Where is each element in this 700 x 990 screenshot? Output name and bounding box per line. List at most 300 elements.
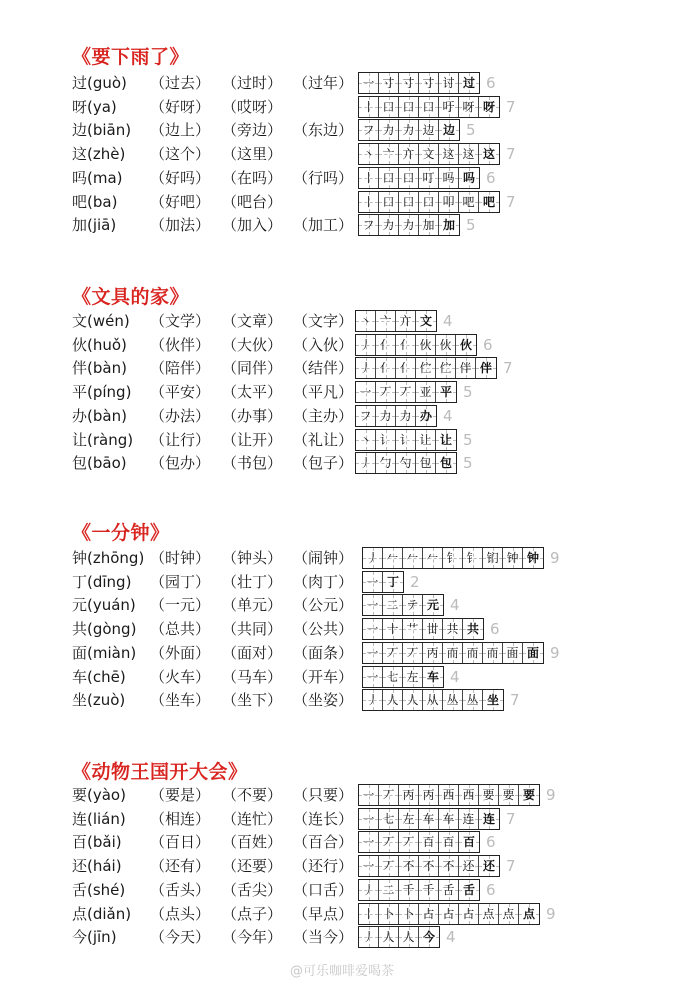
stroke-step: 寸 bbox=[402, 76, 415, 90]
character-row bbox=[72, 405, 692, 427]
stroke-step: 包 bbox=[419, 456, 432, 471]
stroke-count: 6 bbox=[486, 168, 496, 187]
stroke-order-grid bbox=[358, 926, 440, 948]
stroke-box bbox=[359, 927, 379, 947]
stroke-step: 丆 bbox=[399, 385, 412, 400]
stroke-count: 6 bbox=[486, 833, 496, 852]
word-1: （办法） bbox=[150, 406, 211, 425]
word-2: （太平） bbox=[222, 383, 283, 402]
stroke-count: 5 bbox=[466, 121, 476, 140]
stroke-box bbox=[396, 406, 416, 426]
stroke-box bbox=[499, 785, 519, 805]
stroke-step: 过 bbox=[462, 76, 475, 90]
stroke-step: 寸 bbox=[422, 76, 435, 90]
stroke-box bbox=[359, 904, 379, 924]
stroke-step: 讨 bbox=[442, 76, 455, 90]
stroke-step: 百 bbox=[462, 835, 475, 850]
word-1: （过去） bbox=[150, 74, 211, 92]
section-title: 《文具的家》 bbox=[72, 286, 190, 308]
stroke-step: 七 bbox=[382, 811, 395, 826]
stroke-box bbox=[356, 311, 376, 331]
stroke-step: 呀 bbox=[482, 99, 495, 114]
stroke-step: 口 bbox=[422, 194, 435, 209]
stroke-box bbox=[443, 619, 463, 639]
stroke-box bbox=[459, 880, 479, 900]
stroke-box bbox=[359, 120, 379, 140]
stroke-box bbox=[419, 97, 439, 117]
stroke-box bbox=[519, 904, 539, 924]
stroke-step: 丛 bbox=[446, 693, 459, 708]
character-pinyin: 包(bāo) bbox=[72, 454, 127, 473]
stroke-step: 一 bbox=[362, 811, 375, 826]
stroke-step: 车 bbox=[422, 811, 435, 826]
stroke-order-grid bbox=[355, 429, 457, 451]
stroke-box bbox=[479, 785, 499, 805]
stroke-step: 丆 bbox=[386, 645, 399, 660]
stroke-step: 丿 bbox=[359, 456, 372, 471]
stroke-box bbox=[379, 809, 399, 829]
stroke-box bbox=[416, 382, 436, 402]
stroke-box bbox=[383, 595, 403, 615]
stroke-step: 丨 bbox=[362, 170, 375, 185]
word-3: （面条） bbox=[293, 643, 354, 662]
stroke-box bbox=[399, 144, 419, 164]
stroke-box bbox=[419, 168, 439, 188]
character-pinyin: 吗(ma) bbox=[72, 168, 123, 187]
stroke-step: 舌 bbox=[462, 882, 475, 897]
stroke-count: 6 bbox=[486, 74, 496, 92]
word-3: （结伴） bbox=[293, 359, 354, 378]
stroke-count: 7 bbox=[506, 97, 516, 116]
stroke-order-grid bbox=[358, 72, 480, 94]
stroke-box bbox=[399, 880, 419, 900]
word-2: （旁边） bbox=[222, 121, 283, 140]
word-1: （好吧） bbox=[150, 192, 211, 211]
stroke-order-grid bbox=[358, 96, 500, 118]
word-3: （早点） bbox=[293, 904, 354, 923]
stroke-box bbox=[356, 335, 376, 355]
stroke-step: 力 bbox=[382, 123, 395, 138]
character-pinyin: 丁(dīng) bbox=[72, 572, 132, 591]
stroke-box bbox=[439, 904, 459, 924]
stroke-box bbox=[459, 97, 479, 117]
stroke-step: 丙 bbox=[402, 788, 415, 802]
word-1: （平安） bbox=[150, 383, 211, 402]
stroke-step: 一 bbox=[366, 574, 379, 589]
word-2: （今年） bbox=[222, 928, 283, 947]
stroke-box bbox=[523, 548, 543, 568]
stroke-step: 人 bbox=[406, 693, 419, 708]
stroke-box bbox=[359, 192, 379, 212]
stroke-step: 亻 bbox=[379, 337, 392, 352]
character-row bbox=[72, 666, 692, 688]
stroke-box bbox=[399, 856, 419, 876]
word-1: （总共） bbox=[150, 620, 211, 639]
stroke-step: 不 bbox=[422, 859, 435, 874]
stroke-box bbox=[376, 453, 396, 473]
word-2: （哎呀） bbox=[222, 97, 283, 116]
stroke-step: 千 bbox=[402, 882, 415, 897]
character-pinyin: 共(gòng) bbox=[72, 620, 137, 639]
stroke-step: 而 bbox=[466, 645, 479, 660]
stroke-box bbox=[419, 927, 439, 947]
stroke-order-grid bbox=[358, 903, 540, 925]
stroke-box bbox=[479, 97, 499, 117]
stroke-step: 丆 bbox=[382, 859, 395, 874]
character-row bbox=[72, 689, 692, 711]
word-1: （加法） bbox=[150, 216, 211, 235]
word-1: （要是） bbox=[150, 786, 211, 804]
stroke-step: 加 bbox=[442, 218, 455, 233]
stroke-step: 吁 bbox=[442, 99, 455, 114]
stroke-order-grid bbox=[355, 452, 457, 474]
character-pinyin: 要(yào) bbox=[72, 786, 126, 804]
stroke-box bbox=[383, 643, 403, 663]
stroke-step: 伙 bbox=[419, 337, 432, 352]
stroke-order-grid bbox=[355, 357, 497, 379]
stroke-step: 百 bbox=[442, 835, 455, 850]
stroke-box bbox=[419, 809, 439, 829]
stroke-box bbox=[423, 548, 443, 568]
stroke-step: 丆 bbox=[379, 385, 392, 400]
stroke-box bbox=[396, 335, 416, 355]
stroke-box bbox=[483, 643, 503, 663]
character-row bbox=[72, 96, 692, 118]
word-3: （包子） bbox=[293, 454, 354, 473]
stroke-step: 伫 bbox=[439, 361, 452, 376]
stroke-step: 丿 bbox=[359, 361, 372, 376]
word-3: （开车） bbox=[293, 667, 354, 686]
word-3: （文字） bbox=[293, 312, 354, 330]
character-row bbox=[72, 618, 692, 640]
character-row bbox=[72, 808, 692, 830]
stroke-box bbox=[359, 97, 379, 117]
stroke-step: 丿 bbox=[362, 930, 375, 945]
stroke-step: 文 bbox=[422, 147, 435, 162]
stroke-box bbox=[436, 453, 456, 473]
stroke-step: 亻 bbox=[399, 337, 412, 352]
stroke-step: 力 bbox=[399, 408, 412, 423]
stroke-box bbox=[356, 430, 376, 450]
stroke-box bbox=[439, 809, 459, 829]
stroke-count: 9 bbox=[546, 786, 556, 804]
stroke-box bbox=[523, 643, 543, 663]
stroke-count: 4 bbox=[443, 312, 453, 330]
stroke-step: 一 bbox=[362, 835, 375, 850]
stroke-box bbox=[476, 358, 496, 378]
stroke-box bbox=[439, 168, 459, 188]
character-row bbox=[72, 784, 692, 806]
stroke-step: 口 bbox=[422, 99, 435, 114]
stroke-step: 让 bbox=[419, 432, 432, 447]
stroke-box bbox=[403, 667, 423, 687]
stroke-count: 7 bbox=[506, 145, 516, 164]
word-3: （闹钟） bbox=[293, 549, 354, 567]
stroke-count: 2 bbox=[410, 572, 420, 591]
stroke-step: 这 bbox=[462, 147, 475, 162]
stroke-step: 口 bbox=[382, 194, 395, 209]
stroke-step: 勹 bbox=[379, 456, 392, 471]
stroke-step: 丆 bbox=[402, 835, 415, 850]
stroke-box bbox=[419, 120, 439, 140]
stroke-step: 元 bbox=[426, 598, 439, 613]
stroke-box bbox=[356, 453, 376, 473]
character-pinyin: 钟(zhōng) bbox=[72, 549, 145, 567]
character-row bbox=[72, 547, 692, 569]
word-2: （还要） bbox=[222, 857, 283, 876]
word-2: （不要） bbox=[222, 786, 283, 804]
stroke-step: 丿 bbox=[359, 337, 372, 352]
stroke-step: 车 bbox=[426, 669, 439, 684]
stroke-order-grid bbox=[358, 831, 480, 853]
stroke-box bbox=[356, 406, 376, 426]
stroke-step: 连 bbox=[482, 811, 495, 826]
stroke-step: 共 bbox=[466, 622, 479, 637]
stroke-step: 这 bbox=[482, 147, 495, 162]
stroke-box bbox=[423, 690, 443, 710]
stroke-step: 而 bbox=[486, 645, 499, 660]
character-row bbox=[72, 903, 692, 925]
stroke-step: 舌 bbox=[442, 882, 455, 897]
stroke-step: 吗 bbox=[462, 170, 475, 185]
stroke-count: 4 bbox=[446, 928, 456, 947]
word-1: （伙伴） bbox=[150, 335, 211, 354]
stroke-count: 9 bbox=[546, 904, 556, 923]
word-3: （坐姿） bbox=[293, 691, 354, 710]
word-1: （相连） bbox=[150, 809, 211, 828]
word-1: （坐车） bbox=[150, 691, 211, 710]
stroke-box bbox=[503, 548, 523, 568]
word-1: （边上） bbox=[150, 121, 211, 140]
character-pinyin: 伴(bàn) bbox=[72, 359, 127, 378]
character-row bbox=[72, 571, 692, 593]
word-1: （外面） bbox=[150, 643, 211, 662]
stroke-box bbox=[403, 619, 423, 639]
stroke-box bbox=[383, 667, 403, 687]
stroke-step: 艹 bbox=[406, 622, 419, 637]
stroke-box bbox=[459, 809, 479, 829]
stroke-box bbox=[376, 311, 396, 331]
stroke-order-grid bbox=[355, 405, 437, 427]
stroke-box bbox=[419, 192, 439, 212]
stroke-box bbox=[459, 785, 479, 805]
stroke-box bbox=[403, 595, 423, 615]
stroke-box bbox=[379, 880, 399, 900]
word-2: （过时） bbox=[222, 74, 283, 92]
stroke-step: 𠂉 bbox=[386, 551, 399, 565]
stroke-step: 伙 bbox=[439, 337, 452, 352]
stroke-order-grid bbox=[362, 594, 444, 616]
character-row bbox=[72, 72, 692, 94]
character-pinyin: 坐(zuò) bbox=[72, 691, 126, 710]
stroke-box bbox=[396, 382, 416, 402]
stroke-step: 勺 bbox=[399, 456, 412, 471]
stroke-box bbox=[376, 335, 396, 355]
stroke-box bbox=[356, 358, 376, 378]
stroke-box bbox=[423, 619, 443, 639]
word-3: （礼让） bbox=[293, 430, 354, 449]
word-1: （文学） bbox=[150, 312, 211, 330]
section-title: 《动物王国开大会》 bbox=[72, 761, 248, 783]
stroke-step: 丿 bbox=[362, 882, 375, 897]
stroke-step: 一 bbox=[362, 788, 375, 802]
stroke-step: 伴 bbox=[459, 361, 472, 376]
stroke-step: 伙 bbox=[459, 337, 472, 352]
stroke-step: 𠂉 bbox=[406, 551, 419, 565]
stroke-order-grid bbox=[358, 879, 480, 901]
word-2: （点子） bbox=[222, 904, 283, 923]
stroke-box bbox=[379, 927, 399, 947]
character-pinyin: 平(píng) bbox=[72, 383, 132, 402]
stroke-step: 点 bbox=[482, 906, 495, 921]
stroke-box bbox=[396, 358, 416, 378]
stroke-box bbox=[459, 192, 479, 212]
stroke-count: 7 bbox=[506, 192, 516, 211]
stroke-step: 丶 bbox=[359, 432, 372, 447]
stroke-step: フ bbox=[359, 408, 372, 423]
stroke-step: 面 bbox=[506, 645, 519, 660]
stroke-step: 七 bbox=[386, 669, 399, 684]
word-3: （主办） bbox=[293, 406, 354, 425]
stroke-step: 卜 bbox=[382, 906, 395, 921]
stroke-box bbox=[419, 904, 439, 924]
stroke-step: 一 bbox=[362, 76, 375, 90]
stroke-step: 左 bbox=[402, 811, 415, 826]
stroke-step: 今 bbox=[422, 930, 435, 945]
character-row bbox=[72, 381, 692, 403]
stroke-step: 亠 bbox=[379, 314, 392, 328]
stroke-step: 边 bbox=[442, 123, 455, 138]
stroke-count: 4 bbox=[450, 596, 460, 615]
stroke-step: 占 bbox=[462, 906, 475, 921]
stroke-box bbox=[363, 548, 383, 568]
stroke-step: 讠 bbox=[399, 432, 412, 447]
stroke-box bbox=[416, 453, 436, 473]
stroke-step: 一 bbox=[366, 598, 379, 613]
stroke-step: 还 bbox=[482, 859, 495, 874]
word-2: （钟头） bbox=[222, 549, 283, 567]
stroke-step: 从 bbox=[426, 693, 439, 708]
stroke-box bbox=[479, 192, 499, 212]
stroke-step: 丶 bbox=[362, 147, 375, 162]
word-1: （一元） bbox=[150, 596, 211, 615]
stroke-box bbox=[379, 785, 399, 805]
stroke-box bbox=[356, 382, 376, 402]
stroke-box bbox=[399, 73, 419, 93]
stroke-box bbox=[459, 144, 479, 164]
stroke-count: 7 bbox=[510, 691, 520, 710]
word-2: （这里） bbox=[222, 145, 283, 164]
stroke-step: 千 bbox=[422, 882, 435, 897]
character-pinyin: 连(lián) bbox=[72, 809, 126, 828]
character-row bbox=[72, 855, 692, 877]
stroke-step: 伫 bbox=[419, 361, 432, 376]
stroke-box bbox=[419, 785, 439, 805]
stroke-step: 亣 bbox=[402, 147, 415, 162]
character-row bbox=[72, 594, 692, 616]
stroke-box bbox=[439, 120, 459, 140]
stroke-step: 边 bbox=[422, 123, 435, 138]
stroke-box bbox=[416, 358, 436, 378]
word-1: （让行） bbox=[150, 430, 211, 449]
stroke-step: 寸 bbox=[382, 76, 395, 90]
stroke-box bbox=[463, 619, 483, 639]
stroke-step: 车 bbox=[442, 811, 455, 826]
stroke-box bbox=[479, 904, 499, 924]
stroke-step: 吧 bbox=[462, 194, 475, 209]
character-pinyin: 元(yuán) bbox=[72, 596, 136, 615]
word-2: （加入） bbox=[222, 216, 283, 235]
stroke-step: 丗 bbox=[426, 622, 439, 637]
stroke-box bbox=[463, 643, 483, 663]
stroke-step: 丙 bbox=[422, 788, 435, 802]
character-pinyin: 让(ràng) bbox=[72, 430, 134, 449]
stroke-step: 要 bbox=[482, 788, 495, 802]
stroke-step: 力 bbox=[382, 218, 395, 233]
stroke-box bbox=[376, 406, 396, 426]
stroke-box bbox=[403, 643, 423, 663]
word-1: （包办） bbox=[150, 454, 211, 473]
character-row bbox=[72, 357, 692, 379]
stroke-count: 7 bbox=[506, 857, 516, 876]
character-row bbox=[72, 429, 692, 451]
stroke-step: 丨 bbox=[362, 906, 375, 921]
word-2: （百姓） bbox=[222, 833, 283, 852]
stroke-count: 7 bbox=[506, 809, 516, 828]
stroke-box bbox=[463, 548, 483, 568]
word-2: （坐下） bbox=[222, 691, 283, 710]
stroke-box bbox=[459, 856, 479, 876]
stroke-step: 叩 bbox=[442, 194, 455, 209]
stroke-box bbox=[403, 548, 423, 568]
stroke-step: フ bbox=[362, 123, 375, 138]
word-2: （书包） bbox=[222, 454, 283, 473]
stroke-box bbox=[439, 73, 459, 93]
stroke-box bbox=[383, 572, 403, 592]
stroke-box bbox=[376, 430, 396, 450]
stroke-box bbox=[423, 595, 443, 615]
stroke-box bbox=[443, 643, 463, 663]
word-1: （点头） bbox=[150, 904, 211, 923]
stroke-count: 7 bbox=[503, 359, 513, 378]
stroke-step: 钔 bbox=[486, 551, 499, 565]
stroke-step: 叮 bbox=[422, 170, 435, 185]
stroke-box bbox=[419, 215, 439, 235]
stroke-step: 丶 bbox=[359, 314, 372, 328]
word-1: （园丁） bbox=[150, 572, 211, 591]
stroke-box bbox=[399, 168, 419, 188]
stroke-step: 办 bbox=[419, 408, 432, 423]
word-3: （百合） bbox=[293, 833, 354, 852]
stroke-box bbox=[456, 335, 476, 355]
stroke-step: 口 bbox=[402, 194, 415, 209]
stroke-box bbox=[383, 690, 403, 710]
character-pinyin: 车(chē) bbox=[72, 667, 126, 686]
stroke-order-grid bbox=[355, 334, 477, 356]
word-2: （舌尖） bbox=[222, 880, 283, 899]
stroke-step: 丙 bbox=[426, 645, 439, 660]
stroke-step: 口 bbox=[382, 170, 395, 185]
stroke-box bbox=[416, 311, 436, 331]
stroke-box bbox=[439, 144, 459, 164]
stroke-step: 而 bbox=[446, 645, 459, 660]
stroke-count: 5 bbox=[463, 383, 473, 402]
stroke-step: 要 bbox=[522, 788, 535, 802]
stroke-order-grid bbox=[362, 618, 484, 640]
word-2: （吧台） bbox=[222, 192, 283, 211]
stroke-box bbox=[459, 832, 479, 852]
word-1: （舌头） bbox=[150, 880, 211, 899]
